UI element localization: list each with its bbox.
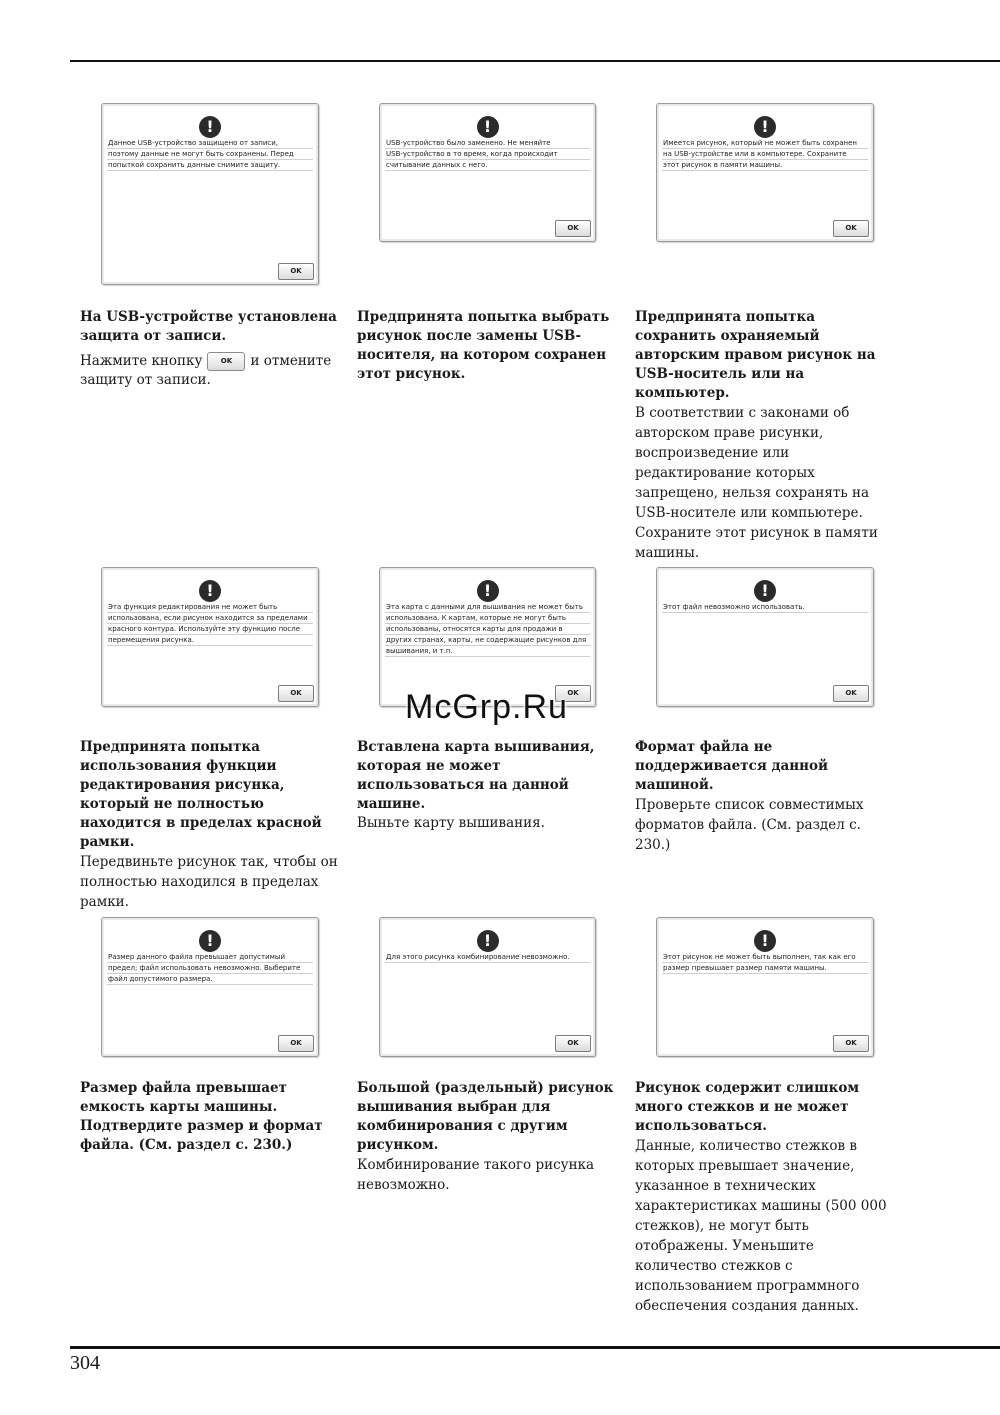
caption-6 xyxy=(635,738,897,855)
top-rule xyxy=(70,60,1000,62)
error-screen-8 xyxy=(379,917,596,1057)
warning-icon: ! xyxy=(477,930,499,952)
caption-title: Рисунок содержит слишком много стежков и не может использоваться. xyxy=(635,1080,860,1134)
ok-button[interactable]: OK xyxy=(555,1035,591,1052)
caption-body: Проверьте список совместимых форматов файла. (См. раздел с. 230.) xyxy=(635,797,864,853)
caption-3 xyxy=(635,308,897,563)
screen-message: Эта карта с данными для вышивания не может быть использована. К картам, которые не могут быть использованы, относятся карты для продажи в других странах, карты, не содержащие рисунков для вышивания, и т.п. xyxy=(385,602,590,657)
caption-title: На USB-устройстве установлена защита от записи. xyxy=(80,309,337,344)
warning-icon: ! xyxy=(199,930,221,952)
error-screen-5 xyxy=(379,567,596,707)
screen-message: Имеется рисунок, который не может быть сохранен на USB-устройстве или в компьютере. Сохраните этот рисунок в памяти машины. xyxy=(662,138,868,171)
warning-icon: ! xyxy=(477,116,499,138)
warning-icon: ! xyxy=(754,116,776,138)
caption-body: Данные, количество стежков в которых превышает значение, указанное в технических характеристиках машины (500 000 стежков), не могут быть отображены. Уменьшите количество стежков с использованием программного обеспечения создания данных. xyxy=(635,1138,887,1314)
warning-icon: ! xyxy=(199,116,221,138)
ok-button[interactable]: OK xyxy=(278,685,314,702)
warning-icon: ! xyxy=(199,580,221,602)
caption-body: Передвиньте рисунок так, чтобы он полностью находился в пределах рамки. xyxy=(80,854,338,910)
watermark: McGrp.Ru xyxy=(405,688,568,726)
error-screen-3 xyxy=(656,103,874,242)
caption-8 xyxy=(357,1079,619,1195)
screen-message: Этот файл невозможно использовать. xyxy=(662,602,868,613)
caption-9 xyxy=(635,1079,897,1316)
caption-body: Нажмите кнопку OK и отмените защиту от записи. xyxy=(80,353,332,388)
caption-1 xyxy=(80,308,342,390)
caption-7 xyxy=(80,1079,342,1155)
screen-message: Размер данного файла превышает допустимый предел; файл использовать невозможно. Выберите файл допустимого размера. xyxy=(107,952,313,985)
ok-button[interactable]: OK xyxy=(833,220,869,237)
caption-title-2: Подтвердите размер и формат файла. (См. раздел с. 230.) xyxy=(80,1118,323,1153)
ok-button[interactable]: OK xyxy=(555,220,591,237)
error-screen-6 xyxy=(656,567,874,707)
error-screen-9 xyxy=(656,917,874,1057)
caption-title: Размер файла превышает емкость карты машины. xyxy=(80,1080,287,1115)
screen-message: Этот рисунок не может быть выполнен, так как его размер превышает размер памяти машины. xyxy=(662,952,868,974)
error-screen-7 xyxy=(101,917,319,1057)
caption-body: Выньте карту вышивания. xyxy=(357,815,545,831)
caption-body: Комбинирование такого рисунка невозможно. xyxy=(357,1157,595,1193)
screen-message: Для этого рисунка комбинирование невозможно. xyxy=(385,952,590,963)
page-number: 304 xyxy=(70,1352,100,1374)
caption-title: Предпринята попытка выбрать рисунок после замены USB-носителя, на котором сохранен этот рисунок. xyxy=(357,309,610,382)
warning-icon: ! xyxy=(754,930,776,952)
error-screen-1 xyxy=(101,103,319,285)
bottom-rule xyxy=(70,1346,1000,1349)
ok-button[interactable]: OK xyxy=(555,685,591,702)
screen-message: USB-устройство было заменено. Не меняйте USB-устройство в то время, когда происходит считывание данных с него. xyxy=(385,138,590,171)
error-screen-2 xyxy=(379,103,596,242)
ok-button[interactable]: OK xyxy=(833,1035,869,1052)
caption-title: Вставлена карта вышивания, которая не может использоваться на данной машине. xyxy=(357,739,595,812)
caption-5 xyxy=(357,738,619,833)
caption-2 xyxy=(357,308,619,384)
error-screen-4 xyxy=(101,567,319,707)
warning-icon: ! xyxy=(754,580,776,602)
caption-title: Предпринята попытка сохранить охраняемый авторским правом рисунок на USB-носитель или на компьютер. xyxy=(635,309,876,401)
caption-title: Большой (раздельный) рисунок вышивания выбран для комбинирования с другим рисунком. xyxy=(357,1080,614,1153)
caption-title: Формат файла не поддерживается данной машиной. xyxy=(635,739,829,793)
ok-button[interactable]: OK xyxy=(278,263,314,280)
ok-button[interactable]: OK xyxy=(833,685,869,702)
warning-icon: ! xyxy=(477,580,499,602)
caption-4 xyxy=(80,738,342,912)
screen-message: Эта функция редактирования не может быть использована, если рисунок находится за пределами красного контура. Используйте эту функцию после перемещения рисунка. xyxy=(107,602,313,646)
caption-body: В соответствии с законами об авторском праве рисунки, воспроизведение или редактирование которых запрещено, нельзя сохранять на USB-носителе или компьютере. Сохраните этот рисунок в памяти машины. xyxy=(635,405,878,561)
ok-button[interactable]: OK xyxy=(278,1035,314,1052)
screen-message: Данное USB-устройство защищено от записи, поэтому данные не могут быть сохранены. Перед попыткой сохранить данные снимите защиту. xyxy=(107,138,313,171)
caption-title: Предпринята попытка использования функции редактирования рисунка, который не полностью находится в пределах красной рамки. xyxy=(80,739,322,850)
ok-button-inline: OK xyxy=(207,352,245,371)
